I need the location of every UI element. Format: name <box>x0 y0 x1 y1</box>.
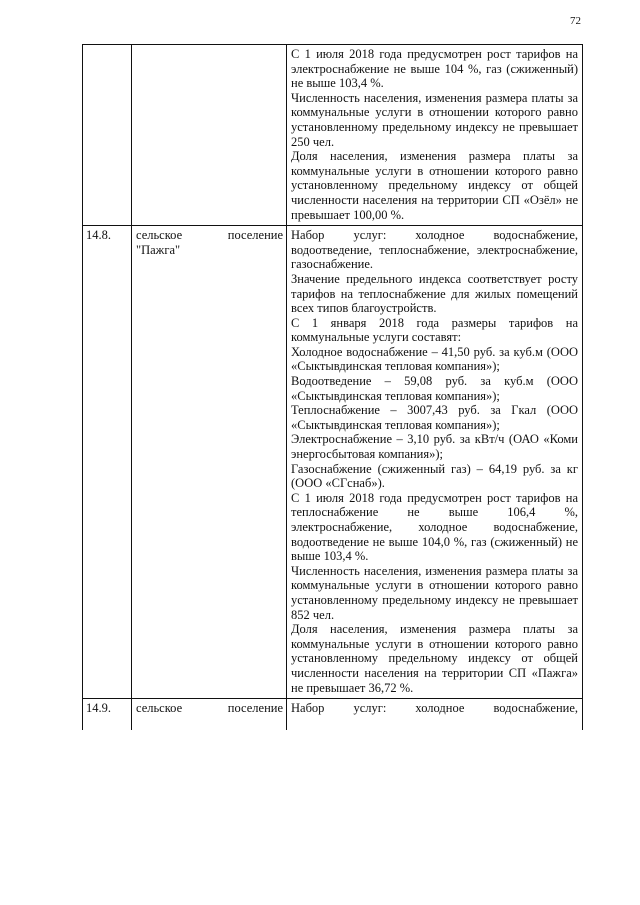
row-description-cell <box>287 699 583 731</box>
description-paragraph: Водоотведение – 59,08 руб. за куб.м (ООО «Сыктывдинская тепловая компания»); <box>291 374 578 403</box>
description-paragraph: С 1 июля 2018 года предусмотрен рост тарифов на теплоснабжение не выше 106,4 %, электроснабжение, холодное водоснабжение, водоотведение не выше 104,0 %, газ (сжиженный) не выше 103,4 %. <box>291 490 578 564</box>
description-paragraph: Набор услуг: холодное водоснабжение, водоотведение, теплоснабжение, электроснабжение, газоснабжение. <box>291 228 578 272</box>
row-name-cell <box>132 45 287 226</box>
tariff-table <box>82 44 583 730</box>
description-paragraph: Численность населения, изменения размера платы за коммунальные услуги в отношении которого равно установленному предельному индексу не превышает 852 чел. <box>291 563 578 622</box>
row-number-cell <box>83 45 132 226</box>
table-row <box>83 226 583 699</box>
description-paragraph: С 1 июля 2018 года предусмотрен рост тарифов на электроснабжение не выше 104 %, газ (сжиженный) не выше 103,4 %. <box>291 47 578 91</box>
row-description-cell <box>287 45 583 226</box>
description-paragraph: Доля населения, изменения размера платы за коммунальные услуги в отношении которого равно установленному предельному индексу от общей численности населения на территории СП «Пажга» не превышает 36,72 %. <box>291 622 578 695</box>
row-description-cell <box>287 226 583 699</box>
description-paragraph: Значение предельного индекса соответствует росту тарифов на теплоснабжение для жилых помещений всех типов благоустройств. <box>291 271 578 316</box>
table-row <box>83 699 583 731</box>
description-paragraph: Набор услуг: холодное водоснабжение, <box>291 701 578 716</box>
description-paragraph: Теплоснабжение – 3007,43 руб. за Гкал (ООО «Сыктывдинская тепловая компания»); <box>291 403 578 432</box>
settlement-name: "Пажга" <box>136 242 181 257</box>
description-paragraph: Численность населения, изменения размера платы за коммунальные услуги в отношении которого равно установленному предельному индексу не превышает 250 чел. <box>291 90 578 149</box>
row-name-cell: сельское поселение <box>132 699 287 731</box>
description-paragraph: Холодное водоснабжение – 41,50 руб. за куб.м (ООО «Сыктывдинская тепловая компания»); <box>291 344 578 374</box>
settlement-type: сельское поселение <box>136 228 283 243</box>
page-number: 72 <box>570 15 581 27</box>
description-paragraph: Доля населения, изменения размера платы за коммунальные услуги в отношении которого равно установленному предельному индексу от общей численности населения на территории СП «Озёл» не превышает 100,00 %. <box>291 149 578 222</box>
row-name-cell <box>132 226 287 699</box>
row-number-cell: 14.9. <box>83 699 132 731</box>
description-paragraph: Газоснабжение (сжиженный газ) – 64,19 руб. за кг (ООО «СГснаб»). <box>291 461 578 491</box>
description-paragraph: Электроснабжение – 3,10 руб. за кВт/ч (ОАО «Коми энергосбытовая компания»); <box>291 432 578 462</box>
table-row <box>83 45 583 226</box>
row-number-cell: 14.8. <box>83 226 132 699</box>
description-paragraph: С 1 января 2018 года размеры тарифов на коммунальные услуги составят: <box>291 315 578 345</box>
